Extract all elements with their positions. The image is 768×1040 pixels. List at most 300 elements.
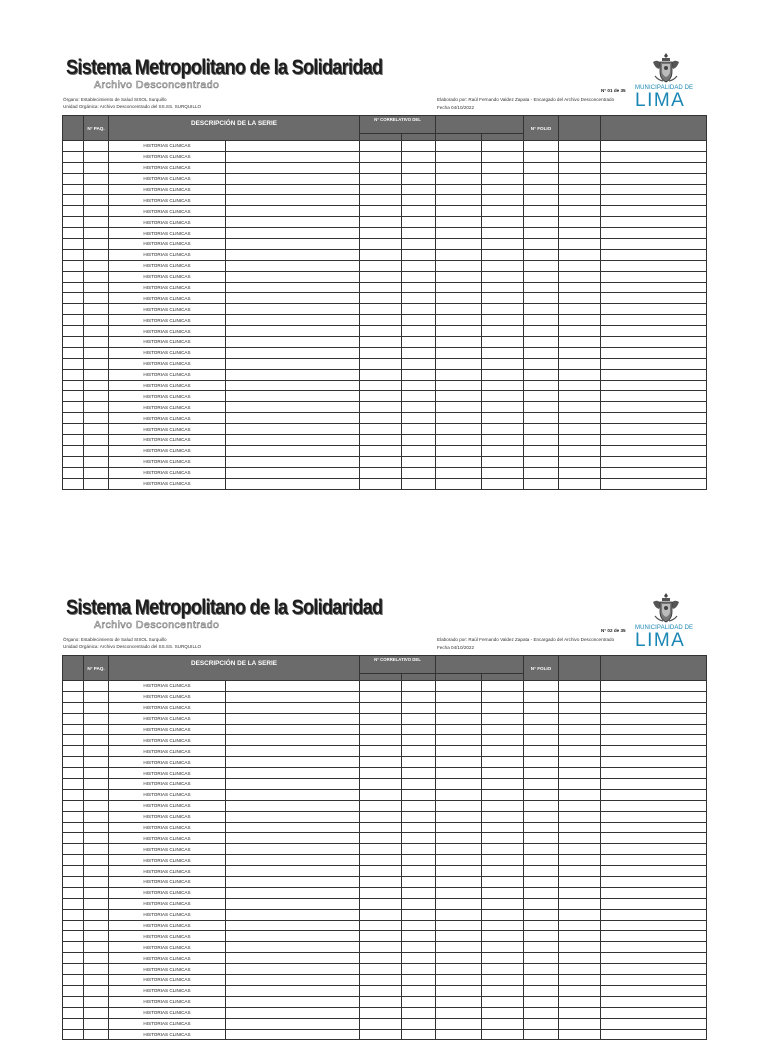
table-cell — [84, 702, 109, 713]
table-row — [63, 866, 707, 877]
description-cell: HISTORIAS CLINICAS — [109, 735, 226, 746]
table-cell — [559, 424, 601, 435]
table-row — [63, 735, 707, 746]
table-cell — [559, 184, 601, 195]
table-cell — [84, 779, 109, 790]
table-cell — [226, 184, 360, 195]
table-row — [63, 789, 707, 800]
table-cell — [63, 768, 84, 779]
table-cell — [601, 822, 707, 833]
table-cell — [63, 757, 84, 768]
table-cell — [436, 931, 482, 942]
table-cell — [402, 1029, 436, 1040]
table-cell — [402, 249, 436, 260]
table-cell — [84, 877, 109, 888]
table-cell — [402, 402, 436, 413]
table-cell — [482, 735, 524, 746]
table-cell — [601, 337, 707, 348]
table-cell — [360, 811, 402, 822]
table-cell — [63, 402, 84, 413]
table-cell — [559, 445, 601, 456]
table-cell — [524, 724, 559, 735]
table-cell — [436, 975, 482, 986]
table-cell — [524, 380, 559, 391]
table-cell — [402, 996, 436, 1007]
table-cell — [524, 206, 559, 217]
description-cell: HISTORIAS CLINICAS — [109, 953, 226, 964]
table-cell — [436, 206, 482, 217]
table-cell — [84, 746, 109, 757]
table-cell — [524, 445, 559, 456]
table-cell — [226, 964, 360, 975]
brand-subtitle: Archivo Desconcentrado — [94, 619, 220, 631]
table-cell — [360, 445, 402, 456]
table-cell — [436, 326, 482, 337]
table-row — [63, 228, 707, 239]
description-cell: HISTORIAS CLINICAS — [109, 768, 226, 779]
table-cell — [360, 413, 402, 424]
table-cell — [559, 456, 601, 467]
table-cell — [601, 391, 707, 402]
table-cell — [226, 866, 360, 877]
table-cell — [84, 195, 109, 206]
table-cell — [84, 822, 109, 833]
table-cell — [360, 315, 402, 326]
table-cell — [482, 456, 524, 467]
table-cell — [226, 391, 360, 402]
table-row — [63, 746, 707, 757]
table-cell — [436, 681, 482, 692]
table-cell — [402, 887, 436, 898]
table-cell — [436, 293, 482, 304]
table-cell — [360, 735, 402, 746]
description-cell: HISTORIAS CLINICAS — [109, 996, 226, 1007]
table-cell — [226, 358, 360, 369]
table-row — [63, 1018, 707, 1029]
table-row — [63, 800, 707, 811]
table-cell — [436, 855, 482, 866]
table-cell — [63, 844, 84, 855]
description-cell: HISTORIAS CLINICAS — [109, 347, 226, 358]
table-cell — [559, 402, 601, 413]
table-cell — [63, 735, 84, 746]
table-row — [63, 1007, 707, 1018]
date-label: Fecha 04/10/2022 — [437, 105, 475, 110]
table-cell — [63, 456, 84, 467]
table-cell — [360, 757, 402, 768]
table-cell — [360, 228, 402, 239]
table-cell — [360, 789, 402, 800]
table-cell — [226, 304, 360, 315]
table-cell — [436, 151, 482, 162]
table-cell — [436, 866, 482, 877]
table-cell — [360, 249, 402, 260]
table-cell — [559, 282, 601, 293]
table-cell — [360, 822, 402, 833]
table-cell — [524, 811, 559, 822]
table-cell — [482, 757, 524, 768]
table-cell — [84, 467, 109, 478]
table-cell — [524, 996, 559, 1007]
table-cell — [559, 811, 601, 822]
table-cell — [84, 833, 109, 844]
description-cell: HISTORIAS CLINICAS — [109, 855, 226, 866]
col-sub-1 — [360, 674, 402, 681]
table-cell — [402, 141, 436, 152]
table-cell — [360, 369, 402, 380]
table-cell — [601, 217, 707, 228]
table-cell — [360, 141, 402, 152]
table-cell — [84, 358, 109, 369]
table-cell — [601, 184, 707, 195]
table-cell — [482, 478, 524, 489]
table-cell — [226, 1018, 360, 1029]
description-cell: HISTORIAS CLINICAS — [109, 206, 226, 217]
table-cell — [559, 217, 601, 228]
table-cell — [524, 337, 559, 348]
table-cell — [559, 920, 601, 931]
description-cell: HISTORIAS CLINICAS — [109, 833, 226, 844]
table-cell — [402, 206, 436, 217]
table-cell — [63, 445, 84, 456]
table-cell — [402, 1007, 436, 1018]
table-cell — [63, 173, 84, 184]
col-extra-2 — [601, 656, 707, 681]
table-cell — [84, 953, 109, 964]
description-cell: HISTORIAS CLINICAS — [109, 866, 226, 877]
table-cell — [226, 877, 360, 888]
table-cell — [524, 822, 559, 833]
table-cell — [559, 249, 601, 260]
table-cell — [360, 713, 402, 724]
table-cell — [601, 964, 707, 975]
table-cell — [360, 347, 402, 358]
table-cell — [436, 724, 482, 735]
table-cell — [436, 844, 482, 855]
table-cell — [360, 206, 402, 217]
table-cell — [84, 811, 109, 822]
table-cell — [360, 304, 402, 315]
table-cell — [402, 151, 436, 162]
table-cell — [84, 713, 109, 724]
table-cell — [360, 282, 402, 293]
table-cell — [559, 358, 601, 369]
table-cell — [601, 909, 707, 920]
table-row — [63, 391, 707, 402]
table-cell — [63, 811, 84, 822]
table-cell — [559, 1018, 601, 1029]
table-cell — [559, 975, 601, 986]
table-cell — [63, 800, 84, 811]
table-cell — [601, 931, 707, 942]
description-cell: HISTORIAS CLINICAS — [109, 380, 226, 391]
table-cell — [559, 789, 601, 800]
table-cell — [226, 844, 360, 855]
table-cell — [524, 691, 559, 702]
table-cell — [482, 260, 524, 271]
table-row — [63, 467, 707, 478]
table-cell — [482, 228, 524, 239]
table-cell — [84, 141, 109, 152]
table-cell — [559, 413, 601, 424]
table-cell — [482, 1029, 524, 1040]
table-body — [63, 141, 707, 490]
table-cell — [84, 1018, 109, 1029]
table-cell — [601, 996, 707, 1007]
table-cell — [360, 855, 402, 866]
table-cell — [559, 942, 601, 953]
table-cell — [63, 724, 84, 735]
table-cell — [524, 931, 559, 942]
table-row — [63, 162, 707, 173]
table-cell — [436, 217, 482, 228]
table-cell — [559, 964, 601, 975]
table-cell — [524, 833, 559, 844]
table-row — [63, 151, 707, 162]
table-cell — [226, 735, 360, 746]
table-cell — [84, 681, 109, 692]
table-cell — [524, 898, 559, 909]
table-cell — [402, 239, 436, 250]
table-cell — [360, 768, 402, 779]
table-cell — [436, 358, 482, 369]
table-cell — [84, 260, 109, 271]
table-cell — [63, 713, 84, 724]
table-cell — [482, 844, 524, 855]
table-cell — [601, 141, 707, 152]
description-cell: HISTORIAS CLINICAS — [109, 779, 226, 790]
table-cell — [559, 735, 601, 746]
table-cell — [601, 779, 707, 790]
table-row — [63, 239, 707, 250]
description-cell: HISTORIAS CLINICAS — [109, 282, 226, 293]
table-cell — [63, 304, 84, 315]
table-cell — [226, 347, 360, 358]
table-cell — [524, 757, 559, 768]
table-cell — [601, 304, 707, 315]
table-cell — [226, 746, 360, 757]
table-cell — [63, 271, 84, 282]
logo-city-text: LIMA — [635, 630, 686, 651]
table-cell — [601, 413, 707, 424]
table-row — [63, 942, 707, 953]
table-cell — [226, 724, 360, 735]
table-cell — [436, 195, 482, 206]
table-cell — [402, 445, 436, 456]
brand-title: Sistema Metropolitano de la Solidaridad — [66, 596, 383, 619]
table-cell — [402, 456, 436, 467]
table-cell — [482, 724, 524, 735]
col-sub-1 — [360, 134, 402, 141]
table-cell — [601, 789, 707, 800]
table-cell — [559, 898, 601, 909]
table-cell — [482, 713, 524, 724]
table-cell — [360, 456, 402, 467]
table-row — [63, 811, 707, 822]
description-cell: HISTORIAS CLINICAS — [109, 1007, 226, 1018]
table-cell — [360, 844, 402, 855]
table-cell — [402, 953, 436, 964]
table-cell — [63, 691, 84, 702]
table-cell — [402, 768, 436, 779]
table-cell — [559, 151, 601, 162]
table-cell — [524, 681, 559, 692]
table-cell — [360, 996, 402, 1007]
table-cell — [601, 315, 707, 326]
table-cell — [436, 239, 482, 250]
table-cell — [524, 435, 559, 446]
table-cell — [360, 800, 402, 811]
table-cell — [436, 260, 482, 271]
table-cell — [226, 713, 360, 724]
table-row — [63, 1029, 707, 1040]
table-cell — [84, 217, 109, 228]
table-cell — [63, 282, 84, 293]
table-cell — [360, 746, 402, 757]
table-cell — [226, 413, 360, 424]
table-cell — [524, 942, 559, 953]
table-cell — [226, 855, 360, 866]
table-cell — [63, 985, 84, 996]
table-cell — [524, 467, 559, 478]
table-cell — [524, 478, 559, 489]
table-cell — [84, 239, 109, 250]
table-cell — [436, 402, 482, 413]
table-cell — [226, 800, 360, 811]
table-cell — [402, 789, 436, 800]
table-cell — [63, 1018, 84, 1029]
table-cell — [601, 445, 707, 456]
table-cell — [436, 833, 482, 844]
table-row — [63, 996, 707, 1007]
table-cell — [601, 173, 707, 184]
description-cell: HISTORIAS CLINICAS — [109, 702, 226, 713]
table-cell — [360, 271, 402, 282]
table-cell — [601, 435, 707, 446]
table-cell — [559, 746, 601, 757]
table-cell — [524, 975, 559, 986]
table-cell — [402, 413, 436, 424]
table-cell — [226, 953, 360, 964]
table-cell — [524, 779, 559, 790]
table-cell — [402, 822, 436, 833]
inventory-table — [62, 655, 707, 1040]
table-cell — [482, 877, 524, 888]
table-cell — [601, 239, 707, 250]
table-cell — [360, 358, 402, 369]
table-cell — [601, 228, 707, 239]
table-cell — [524, 347, 559, 358]
table-cell — [482, 996, 524, 1007]
table-cell — [360, 779, 402, 790]
table-cell — [63, 413, 84, 424]
table-cell — [524, 768, 559, 779]
table-cell — [559, 141, 601, 152]
table-cell — [524, 239, 559, 250]
table-cell — [559, 1029, 601, 1040]
table-cell — [226, 789, 360, 800]
table-row — [63, 369, 707, 380]
table-cell — [63, 249, 84, 260]
table-cell — [524, 920, 559, 931]
table-cell — [559, 985, 601, 996]
table-cell — [482, 413, 524, 424]
table-cell — [601, 800, 707, 811]
table-cell — [524, 877, 559, 888]
table-cell — [436, 380, 482, 391]
table-cell — [524, 141, 559, 152]
table-cell — [360, 260, 402, 271]
table-cell — [226, 909, 360, 920]
table-cell — [402, 975, 436, 986]
table-row — [63, 249, 707, 260]
table-cell — [601, 195, 707, 206]
table-cell — [482, 691, 524, 702]
table-cell — [226, 228, 360, 239]
table-cell — [524, 953, 559, 964]
table-cell — [63, 239, 84, 250]
table-cell — [482, 217, 524, 228]
table-row — [63, 413, 707, 424]
table-cell — [436, 467, 482, 478]
table-cell — [601, 369, 707, 380]
table-cell — [84, 964, 109, 975]
coat-of-arms-icon — [649, 52, 683, 84]
table-row — [63, 681, 707, 692]
page-number: N° 01 de 35 — [601, 88, 626, 93]
table-cell — [559, 435, 601, 446]
table-cell — [84, 402, 109, 413]
description-cell: HISTORIAS CLINICAS — [109, 326, 226, 337]
table-cell — [524, 866, 559, 877]
table-cell — [63, 184, 84, 195]
table-cell — [63, 315, 84, 326]
table-cell — [524, 293, 559, 304]
table-cell — [482, 347, 524, 358]
description-cell: HISTORIAS CLINICAS — [109, 467, 226, 478]
table-cell — [436, 1029, 482, 1040]
table-cell — [402, 811, 436, 822]
table-row — [63, 877, 707, 888]
unit-label: Unidad Orgánica: Archivo Desconcentrado del SS.SS. SURQUILLO — [63, 104, 202, 109]
table-cell — [63, 964, 84, 975]
table-cell — [402, 920, 436, 931]
description-cell: HISTORIAS CLINICAS — [109, 217, 226, 228]
table-cell — [436, 691, 482, 702]
table-cell — [84, 445, 109, 456]
table-row — [63, 337, 707, 348]
logo-city-text: LIMA — [635, 90, 686, 111]
description-cell: HISTORIAS CLINICAS — [109, 1029, 226, 1040]
table-cell — [226, 239, 360, 250]
description-cell: HISTORIAS CLINICAS — [109, 691, 226, 702]
table-cell — [482, 887, 524, 898]
col-paq: N° PAQ. — [84, 656, 109, 681]
table-cell — [601, 1007, 707, 1018]
description-cell: HISTORIAS CLINICAS — [109, 920, 226, 931]
table-cell — [360, 724, 402, 735]
description-cell: HISTORIAS CLINICAS — [109, 1018, 226, 1029]
table-cell — [482, 467, 524, 478]
table-cell — [402, 195, 436, 206]
col-folio: N° FOLIO — [524, 656, 559, 681]
table-cell — [360, 239, 402, 250]
table-cell — [226, 260, 360, 271]
table-cell — [63, 347, 84, 358]
table-cell — [601, 347, 707, 358]
table-cell — [559, 681, 601, 692]
table-cell — [226, 833, 360, 844]
